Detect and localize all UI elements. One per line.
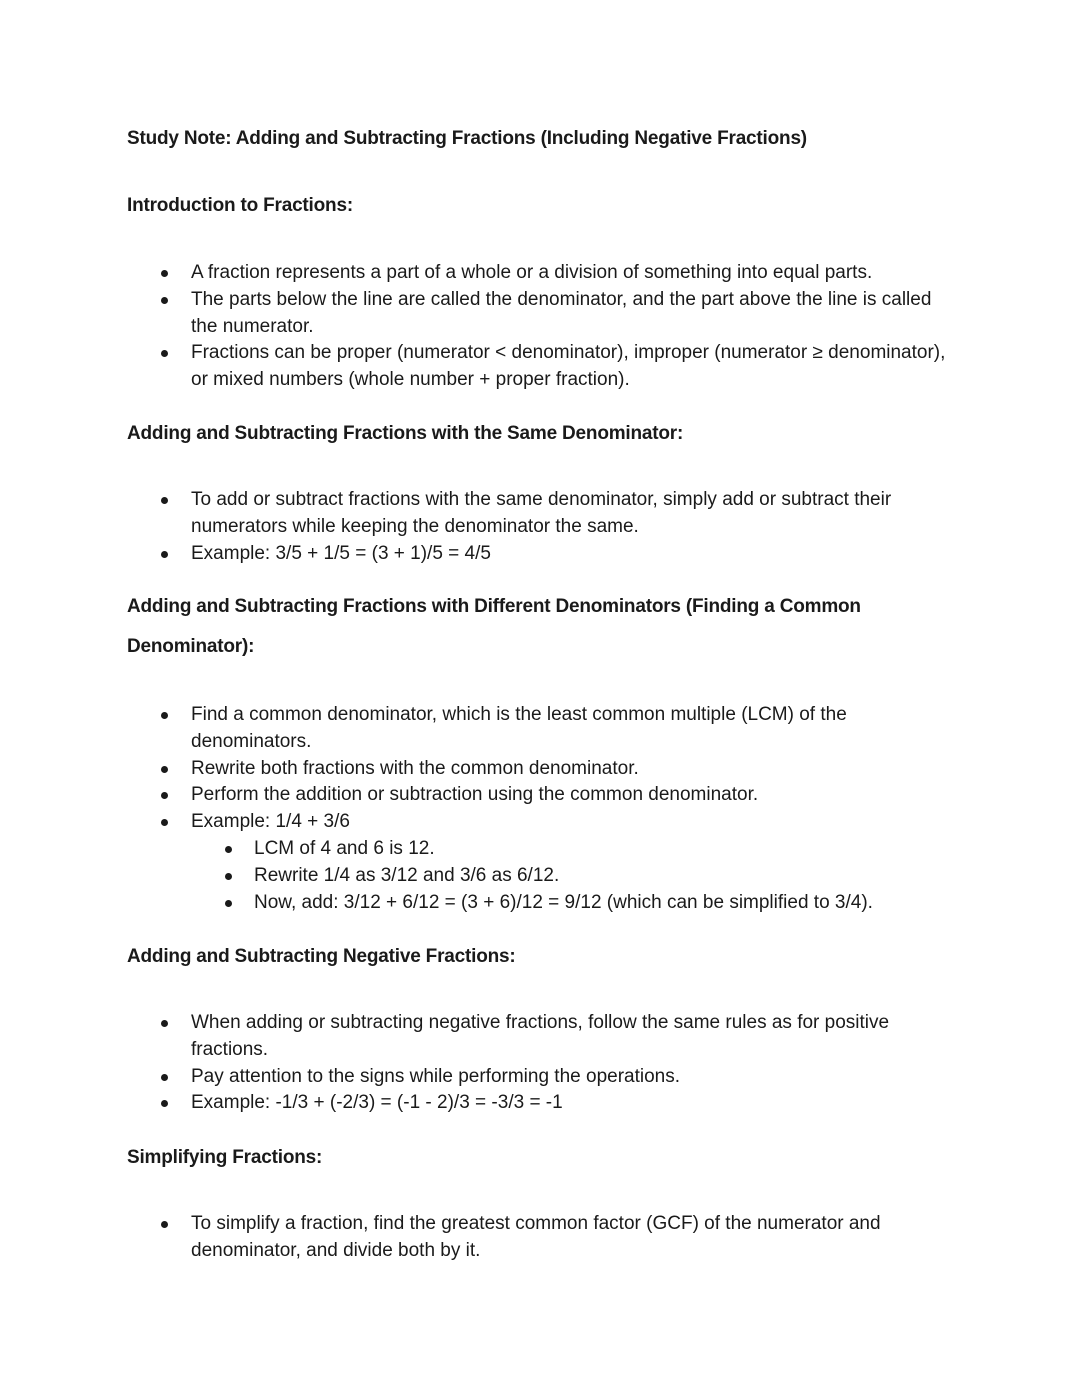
example-label: Example: 1/4 + 3/6: [191, 811, 350, 833]
list-item: Rewrite both fractions with the common denominator.: [191, 756, 961, 783]
introduction-bullet-list: [191, 260, 961, 394]
example-steps-list: [191, 836, 961, 916]
list-item: Example: 3/5 + 1/5 = (3 + 1)/5 = 4/5: [191, 541, 961, 568]
different-denominators-bullet-list: [191, 702, 961, 916]
section-heading-different-denominators: Adding and Subtracting Fractions with Different Denominators (Finding a Common Denominator):: [127, 596, 861, 657]
list-item: Now, add: 3/12 + 6/12 = (3 + 6)/12 = 9/12 (which can be simplified to 3/4).: [254, 890, 961, 917]
list-item: To add or subtract fractions with the same denominator, simply add or subtract their numerators while keeping the denominator the same.: [191, 487, 961, 541]
page-title: Study Note: Adding and Subtracting Fractions (Including Negative Fractions): [127, 128, 807, 149]
section-heading-same-denominator: Adding and Subtracting Fractions with the Same Denominator:: [127, 423, 684, 444]
list-item: When adding or subtracting negative fractions, follow the same rules as for positive fractions.: [191, 1010, 961, 1064]
list-item: Rewrite 1/4 as 3/12 and 3/6 as 6/12.: [254, 863, 961, 890]
list-item: Find a common denominator, which is the least common multiple (LCM) of the denominators.: [191, 702, 961, 756]
section-heading-introduction: Introduction to Fractions:: [127, 195, 353, 216]
list-item: Fractions can be proper (numerator < denominator), improper (numerator ≥ denominator), or mixed numbers (whole number + proper fraction).: [191, 340, 961, 394]
list-item: [191, 809, 961, 916]
list-item: A fraction represents a part of a whole or a division of something into equal parts.: [191, 260, 961, 287]
list-item: Pay attention to the signs while performing the operations.: [191, 1064, 961, 1091]
list-item: To simplify a fraction, find the greatest common factor (GCF) of the numerator and denominator, and divide both by it.: [191, 1211, 961, 1265]
list-item: Perform the addition or subtraction using the common denominator.: [191, 782, 961, 809]
simplifying-bullet-list: [191, 1211, 961, 1265]
list-item: LCM of 4 and 6 is 12.: [254, 836, 961, 863]
section-heading-simplifying: Simplifying Fractions:: [127, 1147, 323, 1168]
negative-fractions-bullet-list: [191, 1010, 961, 1117]
list-item: Example: -1/3 + (-2/3) = (-1 - 2)/3 = -3/3 = -1: [191, 1090, 961, 1117]
same-denominator-bullet-list: [191, 487, 961, 567]
list-item: The parts below the line are called the denominator, and the part above the line is called the numerator.: [191, 287, 961, 341]
section-heading-negative-fractions: Adding and Subtracting Negative Fractions:: [127, 946, 516, 967]
